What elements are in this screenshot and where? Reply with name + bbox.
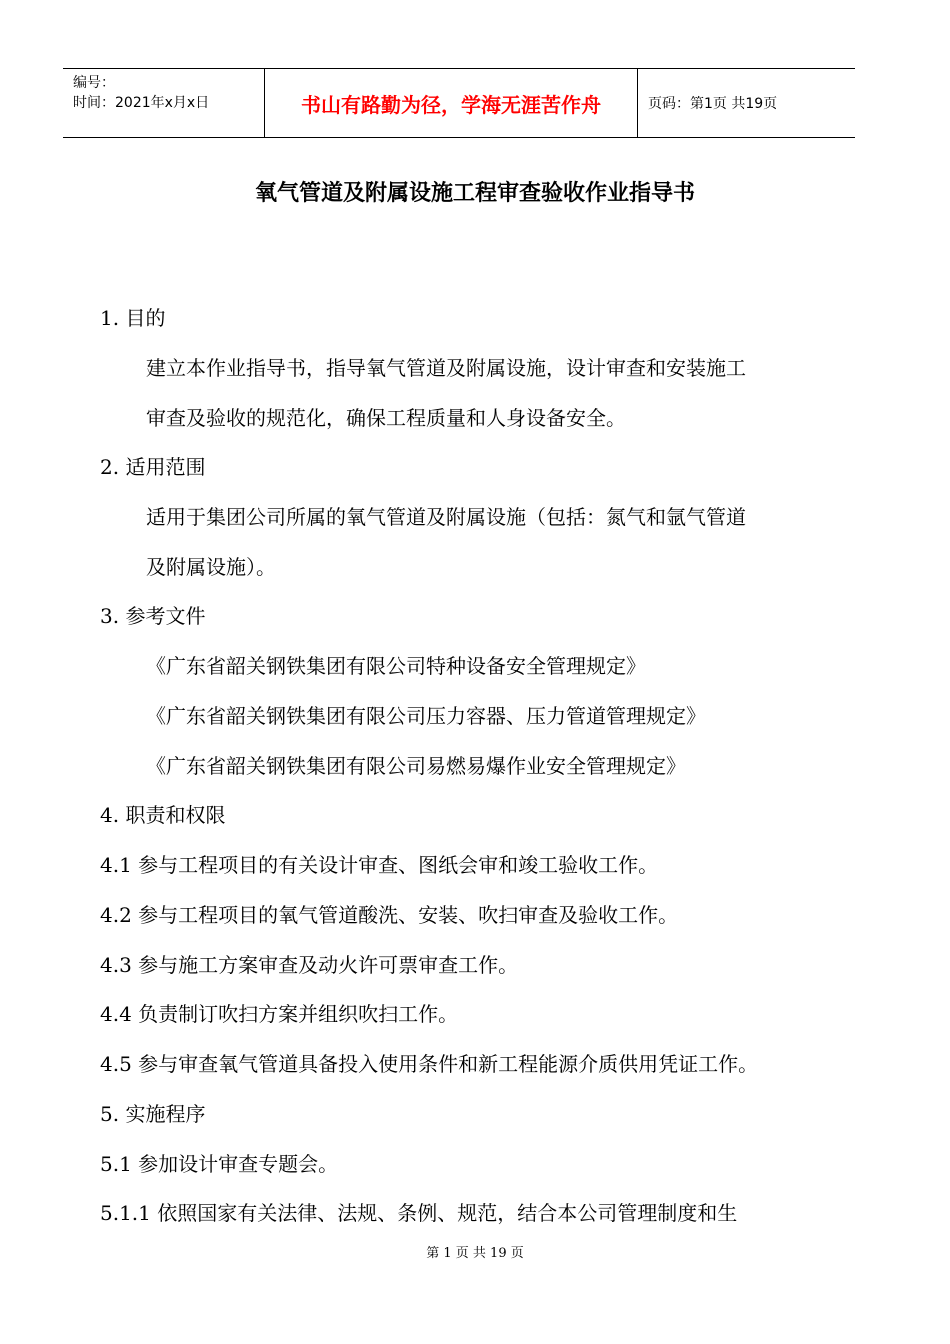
clause-line: 5.1 参加设计审查专题会。 xyxy=(100,1152,339,1176)
paragraph-line: 审查及验收的规范化，确保工程质量和人身设备安全。 xyxy=(146,406,626,430)
clause-line: 4.1 参与工程项目的有关设计审查、图纸会审和竣工验收工作。 xyxy=(100,853,659,877)
section-heading: 3. 参考文件 xyxy=(100,604,206,628)
section-heading: 2. 适用范围 xyxy=(100,455,206,479)
clause-line: 4.4 负责制订吹扫方案并组织吹扫工作。 xyxy=(100,1002,459,1026)
page-footer: 第 1 页 共 19 页 xyxy=(426,1246,524,1261)
paragraph-line: 适用于集团公司所属的氧气管道及附属设施（包括：氮气和氩气管道 xyxy=(146,505,746,529)
clause-line: 5.1.1 依照国家有关法律、法规、条例、规范，结合本公司管理制度和生 xyxy=(100,1201,738,1225)
header-motto: 书山有路勤为径，学海无涯苦作舟 xyxy=(265,69,638,137)
clause-line: 4.5 参与审查氧气管道具备投入使用条件和新工程能源介质供用凭证工作。 xyxy=(100,1052,759,1076)
paragraph-line: 及附属设施）。 xyxy=(146,555,276,579)
header-table xyxy=(63,68,855,138)
paragraph-line: 建立本作业指导书，指导氧气管道及附属设施，设计审查和安装施工 xyxy=(146,356,746,380)
clause-line: 4.2 参与工程项目的氧气管道酸洗、安装、吹扫审查及验收工作。 xyxy=(100,903,679,927)
header-page-info: 页码：第1页 共19页 xyxy=(648,96,778,112)
clause-line: 4.3 参与施工方案审查及动火许可票审查工作。 xyxy=(100,953,519,977)
number-label: 编号： xyxy=(73,75,115,91)
reference-item: 《广东省韶关钢铁集团有限公司易燃易爆作业安全管理规定》 xyxy=(146,754,686,778)
section-heading: 4. 职责和权限 xyxy=(100,803,226,827)
header-meta xyxy=(63,69,265,137)
section-heading: 1. 目的 xyxy=(100,306,166,330)
reference-item: 《广东省韶关钢铁集团有限公司特种设备安全管理规定》 xyxy=(146,654,646,678)
time-label: 时间：2021年x月x日 xyxy=(73,95,210,111)
section-heading: 5. 实施程序 xyxy=(100,1102,206,1126)
reference-item: 《广东省韶关钢铁集团有限公司压力容器、压力管道管理规定》 xyxy=(146,704,706,728)
document-title: 氧气管道及附属设施工程审查验收作业指导书 xyxy=(254,181,695,206)
